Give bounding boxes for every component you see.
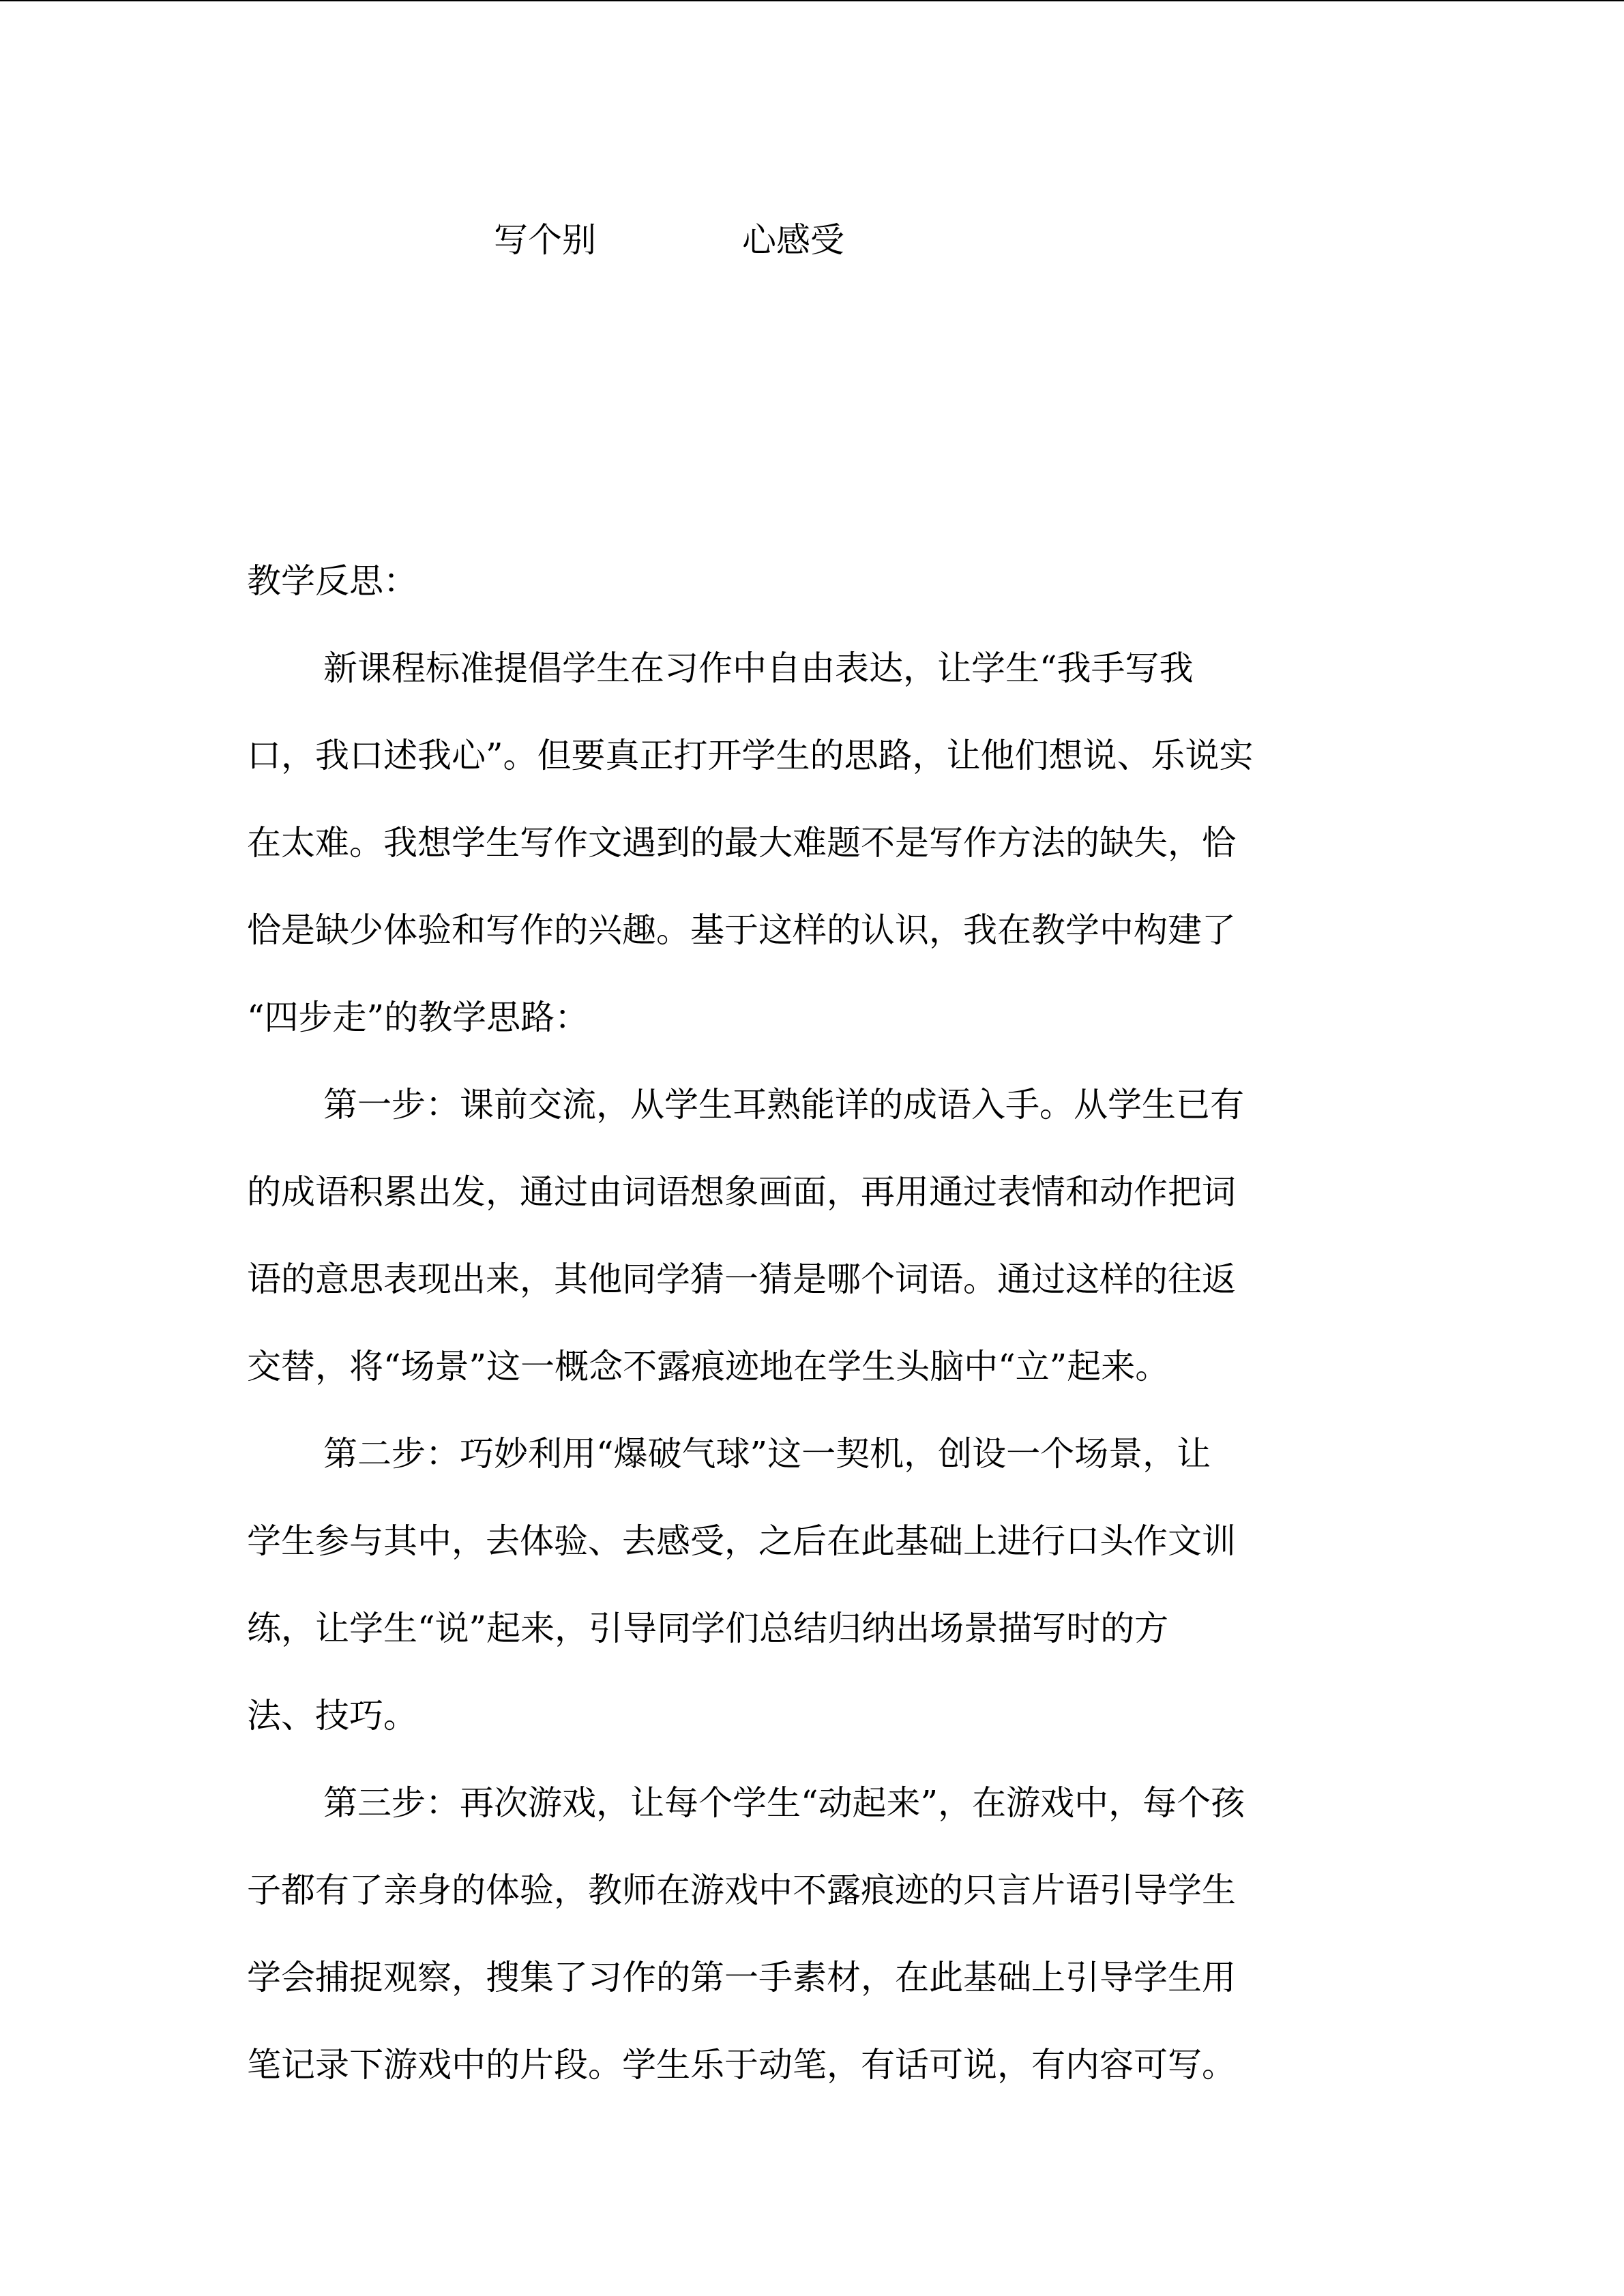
document-title-part-2: 心感受 bbox=[742, 220, 844, 260]
text-line: 第二步：巧妙利用“爆破气球”这一契机，创设一个场景，让 bbox=[323, 1434, 1211, 1474]
text-line: 第三步：再次游戏，让每个学生“动起来”，在游戏中，每个孩 bbox=[323, 1783, 1245, 1823]
text-line: 学会捕捉观察，搜集了习作的第一手素材，在此基础上引导学生用 bbox=[247, 1958, 1236, 1997]
text-line: 恰是缺少体验和写作的兴趣。基于这样的认识，我在教学中构建了 bbox=[247, 910, 1236, 950]
section-heading: 教学反思： bbox=[247, 561, 417, 601]
text-line: 第一步：课前交流，从学生耳熟能详的成语入手。从学生已有 bbox=[323, 1085, 1244, 1124]
text-line: 口，我口述我心”。但要真正打开学生的思路，让他们想说、乐说实 bbox=[247, 736, 1254, 775]
text-line: 练，让学生“说”起来，引导同学们总结归纳出场景描写时的方 bbox=[247, 1609, 1169, 1648]
text-line: 在太难。我想学生写作文遇到的最大难题不是写作方法的缺失，恰 bbox=[247, 823, 1236, 863]
document-title-part-1: 写个别 bbox=[494, 220, 596, 260]
text-line: 语的意思表现出来，其他同学猜一猜是哪个词语。通过这样的往返 bbox=[247, 1259, 1236, 1299]
text-line: 子都有了亲身的体验，教师在游戏中不露痕迹的只言片语引导学生 bbox=[247, 1870, 1236, 1910]
document-body bbox=[247, 555, 1372, 2126]
text-line: “四步走”的教学思路： bbox=[247, 998, 589, 1037]
text-line: 新课程标准提倡学生在习作中自由表达，让学生“我手写我 bbox=[323, 648, 1194, 688]
text-line: 笔记录下游戏中的片段。学生乐于动笔，有话可说，有内容可写。 bbox=[247, 2045, 1236, 2085]
text-line: 交替，将“场景”这一概念不露痕迹地在学生头脑中“立”起来。 bbox=[247, 1347, 1170, 1386]
text-line: 学生参与其中，去体验、去感受，之后在此基础上进行口头作文训 bbox=[247, 1521, 1236, 1561]
text-line: 的成语积累出发，通过由词语想象画面，再用通过表情和动作把词 bbox=[247, 1172, 1236, 1212]
text-line: 法、技巧。 bbox=[247, 1696, 417, 1735]
